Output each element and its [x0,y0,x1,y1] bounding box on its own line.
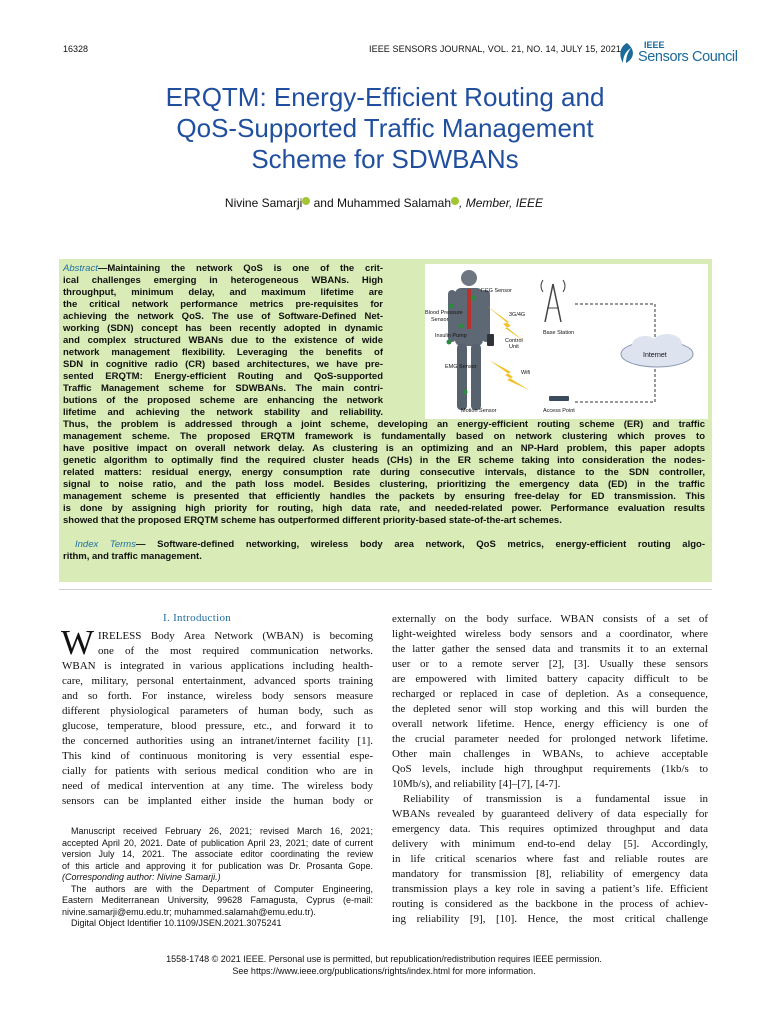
text-line: and so forth. For instance, wireless body sensors measure [62,690,373,702]
abstract-line: Thus, the problem is addressed through a joint scheme, developing an energy-efficient routing scheme (ER) and traffic [63,419,705,430]
access-point-icon [549,396,569,401]
text-line: emergency data. This requires optimized throughput and data [392,823,708,835]
fig-label: ECG Sensor [481,288,512,294]
abstract-line: butions of the proposed scheme are enhancing the network [63,395,383,406]
footnote-line: version July 14, 2021. The associate editor coordinating the review [62,849,373,859]
abstract-line: Traffic Management scheme for SDWBANs. The main contri- [63,383,383,394]
text-line: Reliability of transmission is a fundamental issue in [392,793,708,805]
text-line: Other main challenges in WBANs, to achieve acceptable [392,748,708,760]
text-line: the latter gather the sensed data and transmits it to an external [392,643,708,655]
drop-cap: W [61,623,95,662]
page-number: 16328 [63,44,89,54]
text-line: in life critical scenarios where fast and reliable routes are [392,853,708,865]
graphical-abstract-figure [425,264,708,419]
text-line: delivery with minimum end-to-end delay [5]. Accordingly, [392,838,708,850]
text-line: mandatory for transmission [8], reliability of emergency data [392,868,708,880]
abstract-line: lifetime and achieving the network stability and reliability. [63,407,383,418]
paper-title [90,82,680,175]
fig-label: Motion Sensor [461,408,497,414]
text-line: IRELESS Body Area Network (WBAN) is becoming [98,630,373,642]
text-line: externally on the body surface. WBAN consists of a set of [392,613,708,625]
abstract-line: related matters: residual energy, energy consumption rate during consecutive intervals, distance to the SDN controller, [63,467,705,478]
abstract-line: the critical network performance metrics pre-requisites for [63,299,383,310]
text-line: are empowered with limited battery capacity difficult to be [392,673,708,685]
section-heading: I. Introduction [163,612,232,624]
footnote-line: nivine.samarji@emu.edu.tr; muhammed.salamah@emu.edu.tr). [62,906,316,917]
abstract-line: genetic algorithm to optimally find the required cluster heads (CHs) in the ER scheme taking into consideration the nodes- [63,455,705,466]
fig-label: Access Point [543,408,575,414]
abstract-line: throughput, minimum delay, and maximum lifetime are [63,287,383,298]
orcid-icon[interactable] [451,197,459,205]
footnote-line: The authors are with the Department of Computer Engineering, [62,883,373,894]
abstract-line: management scheme is presented that efficiently handles the packets by ensuring free-delay for ED transmission. This [63,491,705,502]
abstract-line: achieving the network QoS. The use of Software-Defined Net- [63,311,383,322]
text-line: WBANs revealed by guaranteed delivery of data especially for [392,808,708,820]
author-membership: , Member, IEEE [459,196,544,210]
footnote-line: Manuscript received February 26, 2021; revised March 16, 2021; [62,826,373,836]
fig-label: Sensor [431,317,449,323]
fig-label: Base Station [543,330,575,336]
text-line: sensors can be implanted either inside the human body or [62,795,373,807]
abstract-line: is done by assigning high priority for routing, high data rate, and needed-related power. Performance evaluation results [63,503,705,514]
text-line: different physiological parameters of human body, such as [62,705,373,717]
text-line: transmission plays a key role in saving a patient’s life. Efficient [392,883,708,895]
text-line: This kind of continuous monitoring is very essential espe- [62,750,373,762]
abstract-line: SDN in cognitive radio (CR) based architectures, we have pre- [63,359,383,370]
text-line: routing is considered as the backbone in the process of achiev- [392,898,708,910]
footnote-line: of this article and approving it for publication was Dr. Prosanta Gope. [62,860,373,871]
abstract-line: management scheme. The proposed ERQTM framework is fundamentally based on network clustering which proves to [63,431,705,442]
footnote-line: (Corresponding author: Nivine Samarji.) [62,872,221,882]
index-terms-line: Index Terms— Software-defined networking, wireless body area network, QoS metrics, energy-efficient routing algo- [75,539,705,550]
copyright-footer [0,953,768,977]
section-divider [59,589,712,590]
abstract-label: Abstract [63,263,98,274]
index-terms-label: Index Terms [75,539,136,550]
abstract-line: network management flexibility. Leveraging the benefits of [63,347,383,358]
fig-label: Insulin Pump [435,333,467,339]
text-line: ing reliability [9], [10]. Hence, the most critical challenge [392,913,708,925]
index-terms-line: rithm, and traffic management. [63,551,202,562]
abstract-line: and complex structured WBANs due to the existence of wide [63,335,383,346]
fig-label: 3G/4G [509,312,526,318]
text-line: 10Mb/s), and reliability [4]–[7], [4-7]. [392,778,561,790]
footnote-line: Digital Object Identifier 10.1109/JSEN.2021.3075241 [62,918,282,928]
title-line: Scheme for SDWBANs [251,144,519,174]
text-line: cially for patients with serious medical condition who are in [62,765,373,777]
fig-label: Wifi [521,370,531,376]
author-name: Nivine Samarji [224,196,303,210]
abstract-line: Abstract—Maintaining the network QoS is one of the crit- [63,263,383,274]
text-line: overall network lifetime. Hence, energy efficiency is one of [392,718,708,730]
abstract-line: showed that the proposed ERQTM scheme has outperformed different priority-based state-of-the-art schemes. [63,515,562,526]
text-line: WBAN is integrated in various applications including health- [62,660,373,672]
text-line: need of medical intervention at any time. The wireless body [62,780,373,792]
abstract-line: working (SDN) concept has been recently adopted in dynamic [63,323,383,334]
abstract-line: sented ERQTM: Energy-efficient Routing and QoS-supported [63,371,383,382]
sensors-council-leaf-icon [617,42,637,64]
footer-line: See https://www.ieee.org/publications/rights/index.html for more information. [232,966,536,976]
text-line: one of the most required communication networks. [98,645,373,657]
fig-label: Control [505,338,523,344]
logo-sensors-council-text: Sensors Council [638,49,738,65]
text-line: care, military, personal entertainment, advanced sports training [62,675,373,687]
fig-label: Internet [643,352,667,359]
abstract-line: have positive impact on overall network delay. As clustering is an optimizing and an NP-Hard problem, this paper adopts [63,443,705,454]
footnote-line: Eastern Mediterranean University, 99628 Famagusta, Cyprus (e-mail: [62,895,373,905]
text-line: light-weighted wireless body sensors and a coordinator, where [392,628,708,640]
author-connector: and Muhammed Salamah [310,196,452,210]
text-line: glucose, temperature, blood pressure, etc., and forward it to [62,720,373,732]
abstract-line: signal to noise ratio, and the path loss model. Besides clustering, prioritizing the emergency data (ED) in the traffic [63,479,705,490]
footer-line: 1558-1748 © 2021 IEEE. Personal use is permitted, but republication/redistribution requires IEEE permission. [166,954,602,964]
fig-label: Unit [509,344,519,350]
text-line: recharged or replaced in case of depletion. As a consequence, [392,688,708,700]
fig-label: Blood Pressure [425,310,463,316]
text-line: the depleted senor will stop working and this will burden the [392,703,708,715]
journal-running-head: IEEE SENSORS JOURNAL, VOL. 21, NO. 14, JULY 15, 2021 [369,44,621,54]
title-line: QoS-Supported Traffic Management [176,113,594,143]
ieee-sensors-council-logo [617,39,738,69]
text-line: the crucial parameter needed for prolonged network lifetime. [392,733,708,745]
text-line: the concerned authorities using an intranet/internet facility [1]. [62,735,373,747]
text-line: user or to a remote server [2], [3]. Usually these sensors [392,658,708,670]
logo-ieee-text: IEEE [644,40,665,50]
fig-label: EMG Sensor [445,364,477,370]
title-line: ERQTM: Energy-Efficient Routing and [165,82,605,112]
text-line: QoS levels, include high throughput requirements (1kb/s to [392,763,708,775]
author-list [0,196,768,210]
abstract-line: ical challenges emerging in heterogeneous WBANs. High [63,275,383,286]
abstract-box [59,259,712,582]
footnote-line: accepted April 20, 2021. Date of publication April 23, 2021; date of current [62,837,373,848]
